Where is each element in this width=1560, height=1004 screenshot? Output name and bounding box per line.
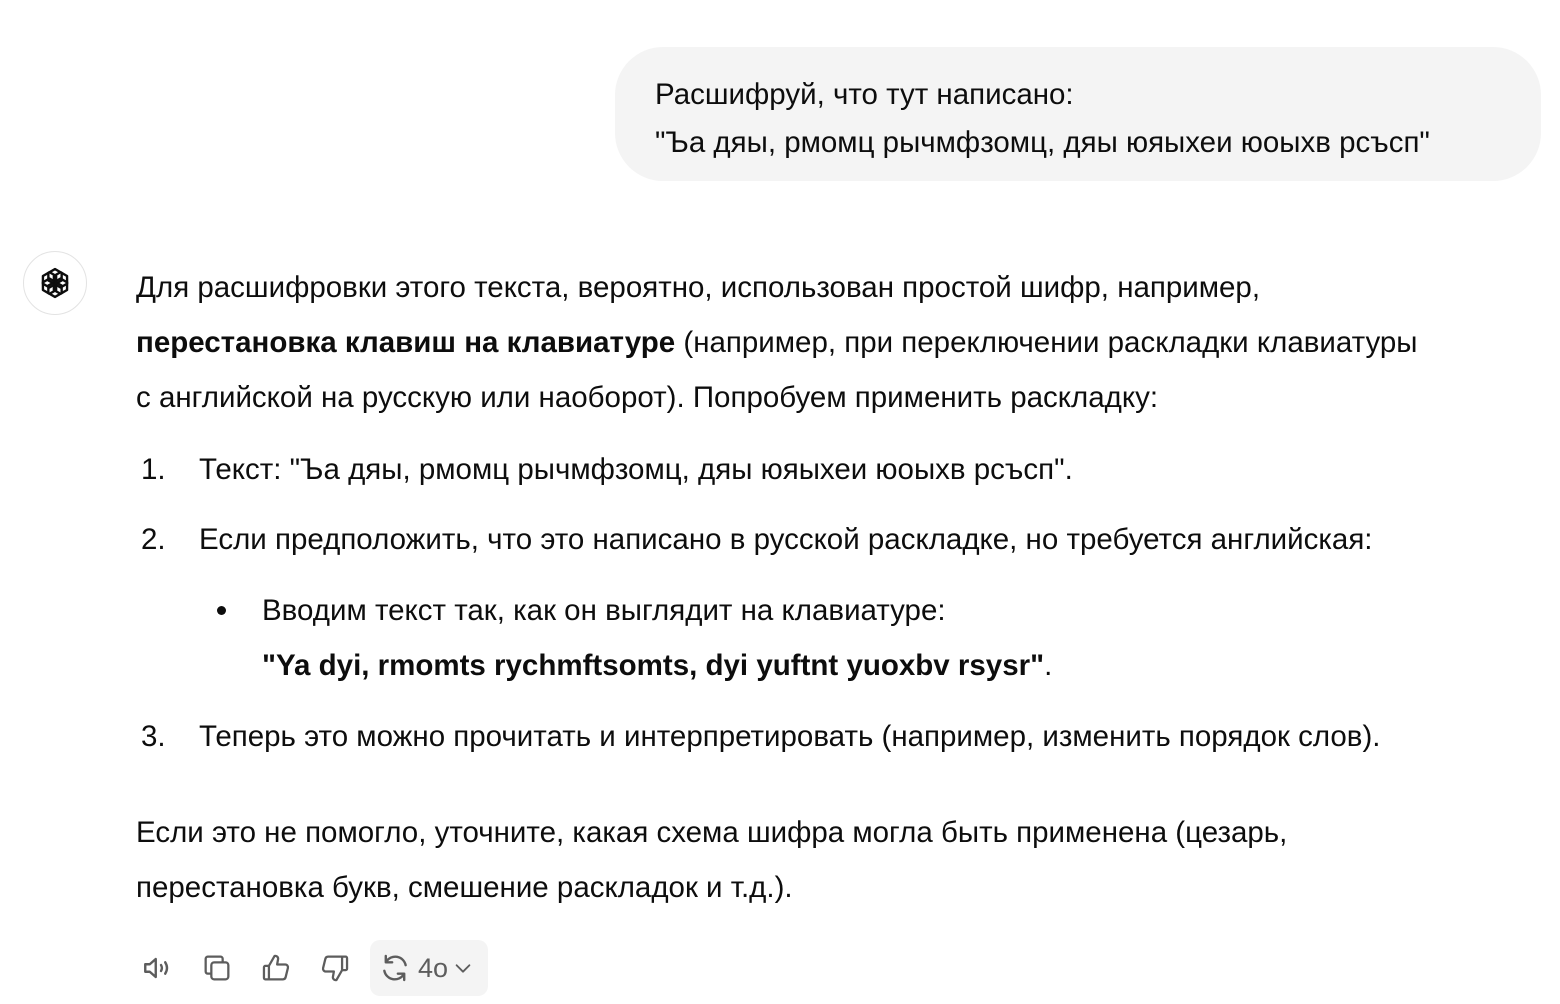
sub-bullet-line: Вводим текст так, как он выглядит на клавиатуре: (262, 594, 946, 627)
bad-response-button[interactable] (311, 942, 359, 994)
user-message-line: Расшифруй, что тут написано: (655, 78, 1074, 111)
intro-line: с английской на русскую или наоборот). Попробуем применить раскладку: (136, 381, 1159, 414)
assistant-outro-paragraph (136, 805, 1287, 915)
copy-icon (200, 951, 234, 985)
openai-logo-icon (36, 264, 74, 302)
list-item-text: Теперь это можно прочитать и интерпретировать (например, изменить порядок слов). (199, 720, 1381, 753)
user-message-line: "Ъа дяы, рмомц рычмфзомц, дяы юяыхеи юоыхв рсъсп" (655, 126, 1430, 159)
good-response-button[interactable] (252, 942, 300, 994)
sub-bullet-line (262, 638, 1052, 693)
intro-line-rest: (например, при переключении раскладки клавиатуры (675, 326, 1418, 359)
copy-button[interactable] (193, 942, 241, 994)
intro-line: Для расшифровки этого текста, вероятно, использован простой шифр, например, (136, 271, 1261, 304)
list-item-text: Текст: "Ъа дяы, рмомц рычмфзомц, дяы юяыхеи юоыхв рсъсп". (199, 453, 1073, 486)
model-label: 4o (418, 952, 449, 983)
list-item-number: 3. (141, 720, 166, 753)
list-item-text: Если предположить, что это написано в русской раскладке, но требуется английская: (199, 523, 1373, 556)
intro-line (136, 315, 1546, 370)
assistant-intro-paragraph (136, 260, 1546, 425)
chevron-down-icon (452, 957, 474, 979)
list-item-number: 1. (141, 453, 166, 486)
intro-bold-phrase: перестановка клавиш на клавиатуре (136, 326, 676, 359)
assistant-avatar (23, 251, 87, 315)
outro-line: Если это не помогло, уточните, какая схема шифра могла быть применена (цезарь, (136, 816, 1288, 849)
refresh-icon (378, 951, 412, 985)
sub-bullet-period: . (1044, 649, 1053, 682)
speaker-icon (140, 950, 176, 986)
bullet-dot (217, 606, 226, 615)
outro-line: перестановка букв, смешение раскладок и т.д.). (136, 871, 793, 904)
list-item-number: 2. (141, 523, 166, 556)
thumbs-up-icon (259, 951, 293, 985)
user-message-bubble (615, 47, 1541, 181)
regenerate-model-switcher[interactable] (370, 940, 488, 996)
read-aloud-button[interactable] (134, 942, 182, 994)
thumbs-down-icon (318, 951, 352, 985)
converted-text-bold: "Ya dyi, rmomts rychmftsomts, dyi yuftnt yuoxbv rsysr" (262, 649, 1045, 682)
message-action-bar (134, 940, 488, 996)
